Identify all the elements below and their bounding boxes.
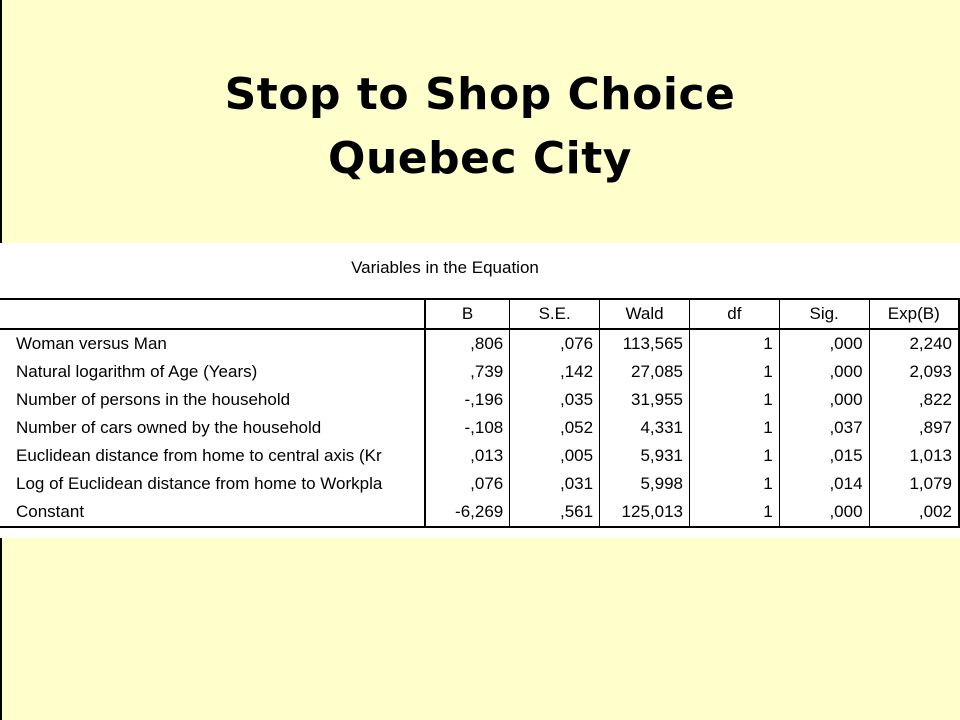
table-cell: ,076 xyxy=(425,470,510,498)
column-header: S.E. xyxy=(510,299,600,329)
row-label: Number of cars owned by the household xyxy=(16,418,322,437)
table-cell: ,002 xyxy=(869,498,959,527)
column-header: Sig. xyxy=(779,299,869,329)
table-cell: ,142 xyxy=(510,358,600,386)
table-cell: -,108 xyxy=(425,414,510,442)
table-cell: ,000 xyxy=(779,329,869,358)
row-label: Woman versus Man xyxy=(16,334,167,353)
table-cell: 1,013 xyxy=(869,442,959,470)
table-row xyxy=(0,414,959,442)
table-cell: 27,085 xyxy=(600,358,690,386)
table-cell: 4,331 xyxy=(600,414,690,442)
table-row xyxy=(0,386,959,414)
table-cell: ,005 xyxy=(510,442,600,470)
table-cell: 1 xyxy=(690,358,780,386)
table-cell: 113,565 xyxy=(600,329,690,358)
table-cell: -6,269 xyxy=(425,498,510,527)
table-cell: ,739 xyxy=(425,358,510,386)
table-cell: ,037 xyxy=(779,414,869,442)
table-cell: ,076 xyxy=(510,329,600,358)
table-cell: 1 xyxy=(690,414,780,442)
table-cell: 1,079 xyxy=(869,470,959,498)
table-cell: 31,955 xyxy=(600,386,690,414)
row-label: Log of Euclidean distance from home to Workpla xyxy=(16,474,383,493)
row-label: Euclidean distance from home to central axis (Kr xyxy=(16,446,382,465)
table-row xyxy=(0,442,959,470)
column-header: df xyxy=(690,299,780,329)
regression-output-panel xyxy=(0,243,960,538)
column-header: B xyxy=(425,299,510,329)
table-cell: 5,931 xyxy=(600,442,690,470)
table-cell: ,015 xyxy=(779,442,869,470)
table-row xyxy=(0,329,959,358)
slide-subtitle: Quebec City xyxy=(328,133,632,184)
table-cell: 125,013 xyxy=(600,498,690,527)
table-cell: ,052 xyxy=(510,414,600,442)
table-cell: ,035 xyxy=(510,386,600,414)
table-cell: ,822 xyxy=(869,386,959,414)
row-label: Natural logarithm of Age (Years) xyxy=(16,362,258,381)
row-label: Number of persons in the household xyxy=(16,390,291,409)
row-label: Constant xyxy=(0,498,425,527)
table-row xyxy=(0,358,959,386)
table-cell: 2,093 xyxy=(869,358,959,386)
table-cell: 1 xyxy=(690,498,780,527)
table-cell: ,806 xyxy=(425,329,510,358)
slide-title: Stop to Shop Choice xyxy=(224,69,736,120)
table-cell: ,561 xyxy=(510,498,600,527)
table-row xyxy=(0,498,959,527)
table-cell: 1 xyxy=(690,386,780,414)
table-cell: 1 xyxy=(690,442,780,470)
table-cell: ,000 xyxy=(779,358,869,386)
table-cell: 2,240 xyxy=(869,329,959,358)
table-caption: Variables in the Equation xyxy=(351,258,539,277)
variables-in-equation-table xyxy=(0,298,960,528)
header-blank-cell xyxy=(0,299,425,329)
table-body xyxy=(0,329,959,527)
table-cell: ,031 xyxy=(510,470,600,498)
table-cell: ,000 xyxy=(779,386,869,414)
table-cell: 1 xyxy=(690,470,780,498)
table-row xyxy=(0,470,959,498)
table-cell: 5,998 xyxy=(600,470,690,498)
table-cell: ,014 xyxy=(779,470,869,498)
table-cell: ,897 xyxy=(869,414,959,442)
column-header: Exp(B) xyxy=(869,299,959,329)
table-cell: ,013 xyxy=(425,442,510,470)
table-cell: 1 xyxy=(690,329,780,358)
table-cell: -,196 xyxy=(425,386,510,414)
table-header-row xyxy=(0,299,959,329)
column-header: Wald xyxy=(600,299,690,329)
table-cell: ,000 xyxy=(779,498,869,527)
